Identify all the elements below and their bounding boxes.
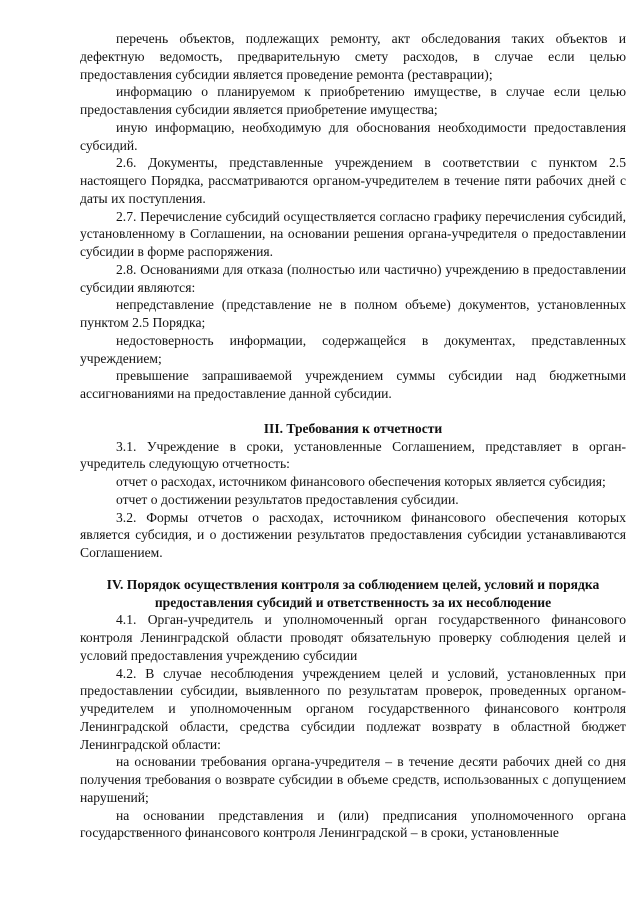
paragraph: превышение запрашиваемой учреждением суммы субсидии над бюджетными ассигнованиями на предоставление данной субсидии.: [80, 368, 626, 401]
paragraph: на основании представления и (или) предписания уполномоченного органа государственного финансового контроля Ленинградской – в сроки, установленные: [80, 807, 626, 841]
paragraph: на основании требования органа-учредителя – в течение десяти рабочих дней со дня получения требования о возврате субсидии в объеме средств, использованных с допущением нарушений;: [80, 754, 626, 805]
paragraph: 3.2. Формы отчетов о расходах, источником финансового обеспечения которых является субсидия, и о достижении результатов предоставления субсидии устанавливаются Соглашением.: [80, 509, 626, 560]
paragraph: информацию о планируемом к приобретению имуществе, в случае если целью предоставления субсидии является приобретение имущества;: [80, 84, 626, 117]
paragraph: иную информацию, необходимую для обоснования необходимости предоставления субсидий.: [80, 119, 626, 153]
paragraph: 3.1. Учреждение в сроки, установленные Соглашением, представляет в орган-учредитель следующую отчетность:: [80, 438, 626, 472]
paragraph: 4.2. В случае несоблюдения учреждением целей и условий, установленных при предоставлении субсидии, выявленного по результатам проверок, проведенных органом-учредителем и уполномоченным органом государственного финансового контроля Ленинградской области, средства субсидии подлежат возврату в областной бюджет Ленинградской области:: [80, 665, 626, 752]
section-heading: IV. Порядок осуществления контроля за соблюдением целей, условий и порядка предоставления субсидий и ответственность за их несоблюдение: [106, 576, 600, 610]
section-heading: III. Требования к отчетности: [263, 420, 443, 436]
paragraph: перечень объектов, подлежащих ремонту, акт обследования таких объектов и дефектную ведомость, предварительную смету расходов, в случае если целью предоставления субсидии является проведение ремонта (реставрации);: [80, 31, 626, 82]
paragraph: отчет о достижении результатов предоставления субсидии.: [116, 491, 459, 507]
paragraph: недостоверность информации, содержащейся в документах, представленных учреждением;: [80, 332, 626, 366]
paragraph: 2.6. Документы, представленные учреждением в соответствии с пунктом 2.5 настоящего Порядка, рассматриваются органом-учредителем в течение пяти рабочих дней с даты их поступления.: [80, 155, 626, 206]
paragraph: 2.8. Основаниями для отказа (полностью или частично) учреждению в предоставлении субсидии являются:: [80, 261, 626, 295]
spacer: [80, 562, 626, 576]
document-page: [80, 30, 626, 842]
paragraph: непредставление (представление не в полном объеме) документов, установленных пунктом 2.5 Порядка;: [80, 297, 626, 330]
spacer: [80, 403, 626, 420]
paragraph: отчет о расходах, источником финансового обеспечения которых является субсидия;: [116, 474, 606, 489]
paragraph: 2.7. Перечисление субсидий осуществляется согласно графику перечисления субсидий, установленному в Соглашении, на основании решения органа-учредителя о предоставлении субсидии в форме распоряжения.: [80, 208, 626, 259]
paragraph: 4.1. Орган-учредитель и уполномоченный орган государственного финансового контроля Ленинградской области проводят обязательную проверку соблюдения целей и условий предоставления учреждению субсидии: [80, 612, 626, 663]
